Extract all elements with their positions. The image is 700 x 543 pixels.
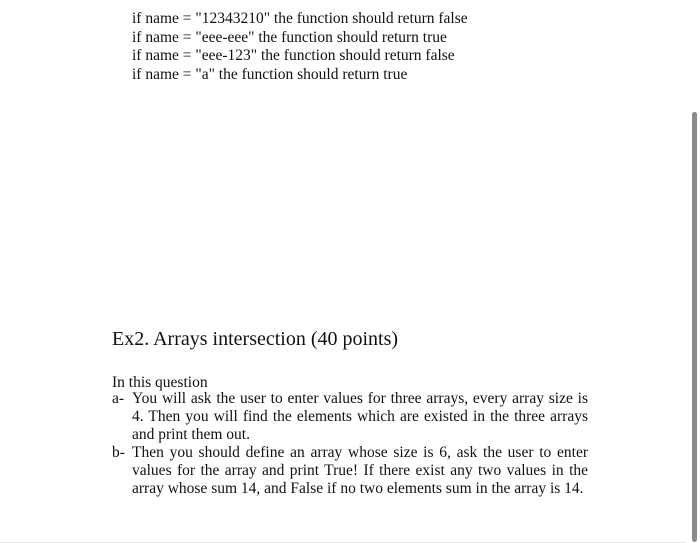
examples-block bbox=[132, 10, 468, 84]
list-marker: a- bbox=[112, 390, 125, 407]
list-marker: b- bbox=[112, 444, 125, 461]
scrollbar-thumb[interactable] bbox=[692, 112, 697, 542]
list-item-text: You will ask the user to enter values for three arrays, every array size is 4. Then you will find the elements which are existed in the three arrays and print them out. bbox=[132, 390, 588, 443]
list-item bbox=[112, 390, 588, 443]
example-line: if name = "eee-123" the function should return false bbox=[132, 47, 455, 64]
exercise-title: Ex2. Arrays intersection (40 points) bbox=[112, 328, 399, 350]
list-item-text: Then you should define an array whose size is 6, ask the user to enter values for the array and print True! If there exist any two values in the array whose sum 14, and False if no two elements sum in the array is 14. bbox=[132, 444, 588, 497]
example-line: if name = "12343210" the function should return false bbox=[132, 10, 468, 27]
exercise-intro: In this question bbox=[112, 374, 208, 391]
list-item bbox=[112, 444, 588, 497]
example-line: if name = "eee-eee" the function should return true bbox=[132, 28, 447, 46]
example-line: if name = "a" the function should return true bbox=[132, 65, 408, 83]
scrollbar-track[interactable] bbox=[686, 0, 700, 543]
